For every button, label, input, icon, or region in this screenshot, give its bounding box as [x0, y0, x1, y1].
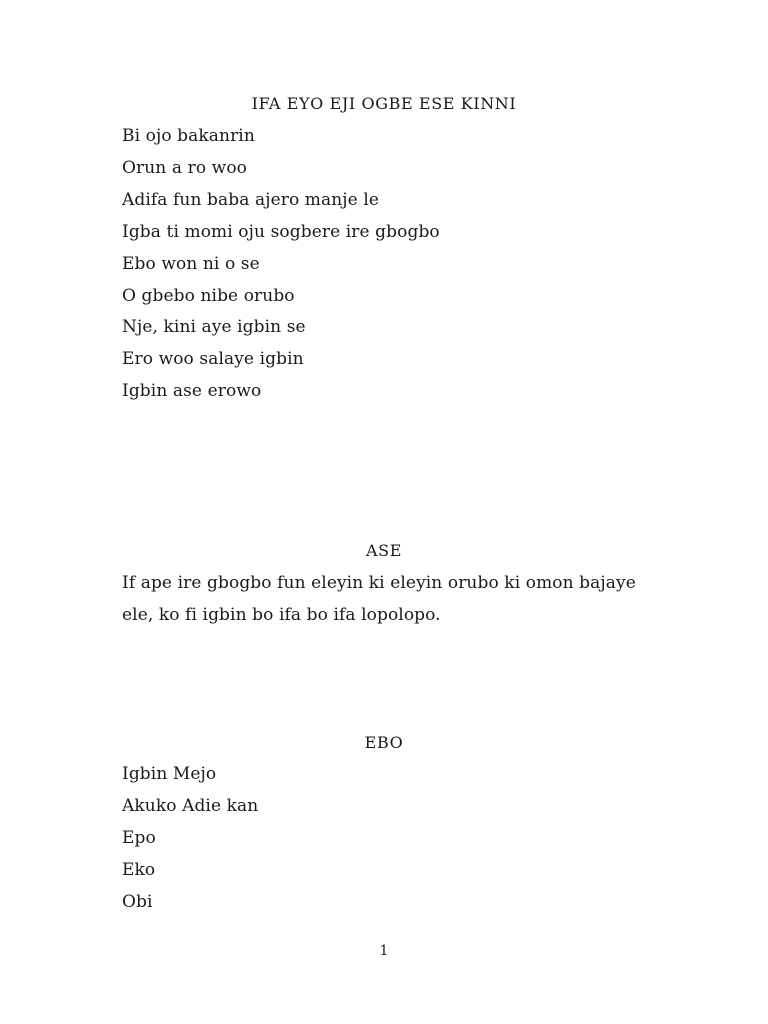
- verse-line: Igbin ase erowo: [122, 381, 262, 401]
- verse-line: Orun a ro woo: [122, 158, 247, 178]
- verse-line: Igba ti momi oju sogbere ire gbogbo: [122, 222, 440, 242]
- verse-line: Bi ojo bakanrin: [122, 126, 255, 146]
- ebo-item: Obi: [122, 892, 153, 912]
- document-title: IFA EYO EJI OGBE ESE KINNI: [251, 94, 517, 113]
- verse-line: Ero woo salaye igbin: [122, 349, 304, 369]
- verse-line: O gbebo nibe orubo: [122, 286, 295, 306]
- ebo-item: Igbin Mejo: [122, 764, 217, 784]
- ase-line: ele, ko fi igbin bo ifa bo ifa lopolopo.: [122, 605, 441, 625]
- ase-heading: ASE: [366, 541, 402, 560]
- ebo-heading: EBO: [364, 733, 404, 752]
- verse-line: Ebo won ni o se: [122, 254, 260, 274]
- ebo-item: Eko: [122, 860, 156, 880]
- ase-line: If ape ire gbogbo fun eleyin ki eleyin orubo ki omon bajaye: [122, 573, 636, 593]
- verse-line: Nje, kini aye igbin se: [122, 317, 306, 337]
- page-number: 1: [379, 943, 389, 959]
- ebo-item: Akuko Adie kan: [122, 796, 259, 816]
- verse-line: Adifa fun baba ajero manje le: [122, 190, 380, 210]
- ebo-item: Epo: [122, 828, 156, 848]
